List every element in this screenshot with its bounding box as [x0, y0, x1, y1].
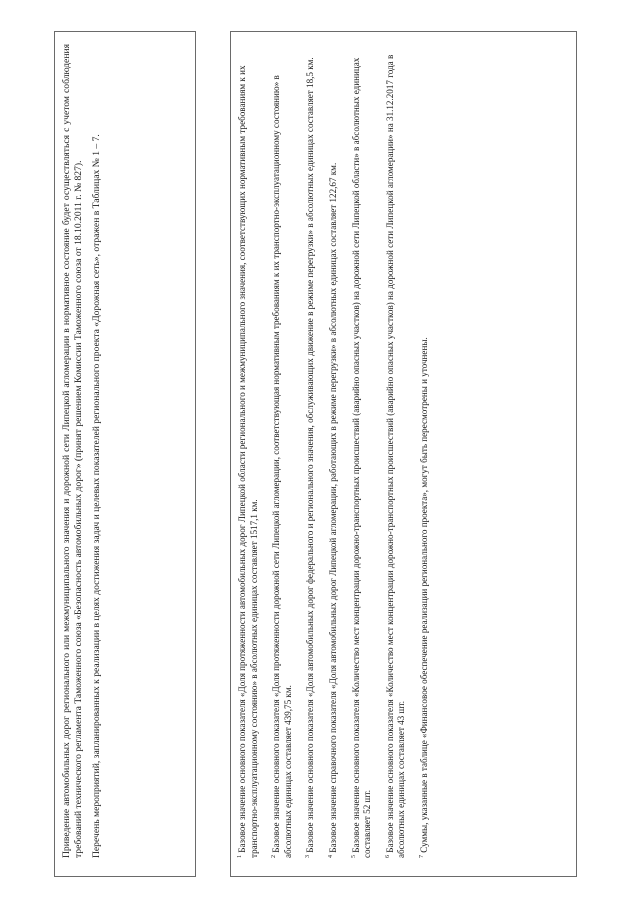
footnote-text: Базовое значение основного показателя «Количество мест концентрации дорожно-транспортных происшествий (аварийно опасных участков) на дорожной сети Липецкой области» в абсолютных единицах составляет 52 шт. [350, 57, 373, 858]
footnote-text: Базовое значение основного показателя «Доля протяженности дорожной сети Липецкой агломерации, соответствующая нормативным требованиям к их транспортно-эксплуатационному состоянию» в абсолютных единицах составляет 439,75 км. [271, 75, 293, 858]
footnote-mark: 5 [350, 855, 357, 858]
paragraph-measures-list: Перечень мероприятий, запланированных к реализации в целях достижения задач и целевых показателей регионального проекта «Дорожная сеть», отражен в Таблицах № 1 – 7. [91, 134, 103, 858]
footnote-mark: 3 [305, 855, 312, 858]
footnote-text: Суммы, указанные в таблице «Финансовое обеспечение реализации регионального проекта», могут быть пересмотрены и уточнены. [418, 337, 429, 853]
footnote-1 [237, 44, 260, 858]
footnote-3 [305, 44, 317, 858]
footnote-4 [328, 44, 340, 858]
footnote-mark: 4 [327, 855, 334, 858]
main-text-rotated [55, 32, 195, 876]
main-text-box [54, 31, 196, 877]
footnote-mark: 1 [236, 855, 243, 858]
footnote-6 [385, 44, 408, 858]
footnote-text: Базовое значение основного показателя «Доля автомобильных дорог федерального и регионального значения, обслуживающих движение в режиме перегрузки» в абсолютных единицах составляет 18,5 км. [305, 57, 316, 853]
footnote-5 [351, 44, 374, 858]
footnote-mark: 2 [271, 855, 278, 858]
footnote-2 [271, 44, 294, 858]
footnote-text: Базовое значение основного показателя «Количество мест концентрации дорожно-транспортных происшествий (аварийно опасных участков) на дорожной сети Липецкой агломерации» на 31.12.2017 года в абсолютных единицах составляет 43 шт. [384, 54, 407, 858]
footnote-mark: 7 [418, 855, 425, 858]
footnotes-box [230, 31, 577, 877]
paragraph-road-standards: Приведение автомобильных дорог регионального или межмуниципального значения и дорожной сети Липецкой агломерации в нормативное состояние будет осуществляться с учетом соблюдения требований технического регламента Таможенного союза «Безопасность автомобильных дорог» (принят решением Комиссии Таможенного союза от 18.10.2011 г. № 827). [61, 44, 85, 858]
footnotes-content [231, 32, 431, 876]
footnote-7 [419, 44, 431, 858]
footnote-text: Базовое значение справочного показателя «Доля автомобильных дорог Липецкой агломерации, работающих в режиме перегрузки» в абсолютных единицах составляет 122,67 км. [327, 162, 338, 853]
footnote-mark: 6 [384, 855, 391, 858]
footnotes-rotated [231, 32, 576, 876]
main-text-content [55, 32, 104, 876]
footnote-text: Базовое значение основного показателя «Доля протяженности автомобильных дорог Липецкой области регионального и межмуниципального значения, соответствующих нормативным требованиям к их транспортно-эксплуатационному состоянию» в абсолютных единицах составляет 1517,1 км. [237, 65, 259, 858]
